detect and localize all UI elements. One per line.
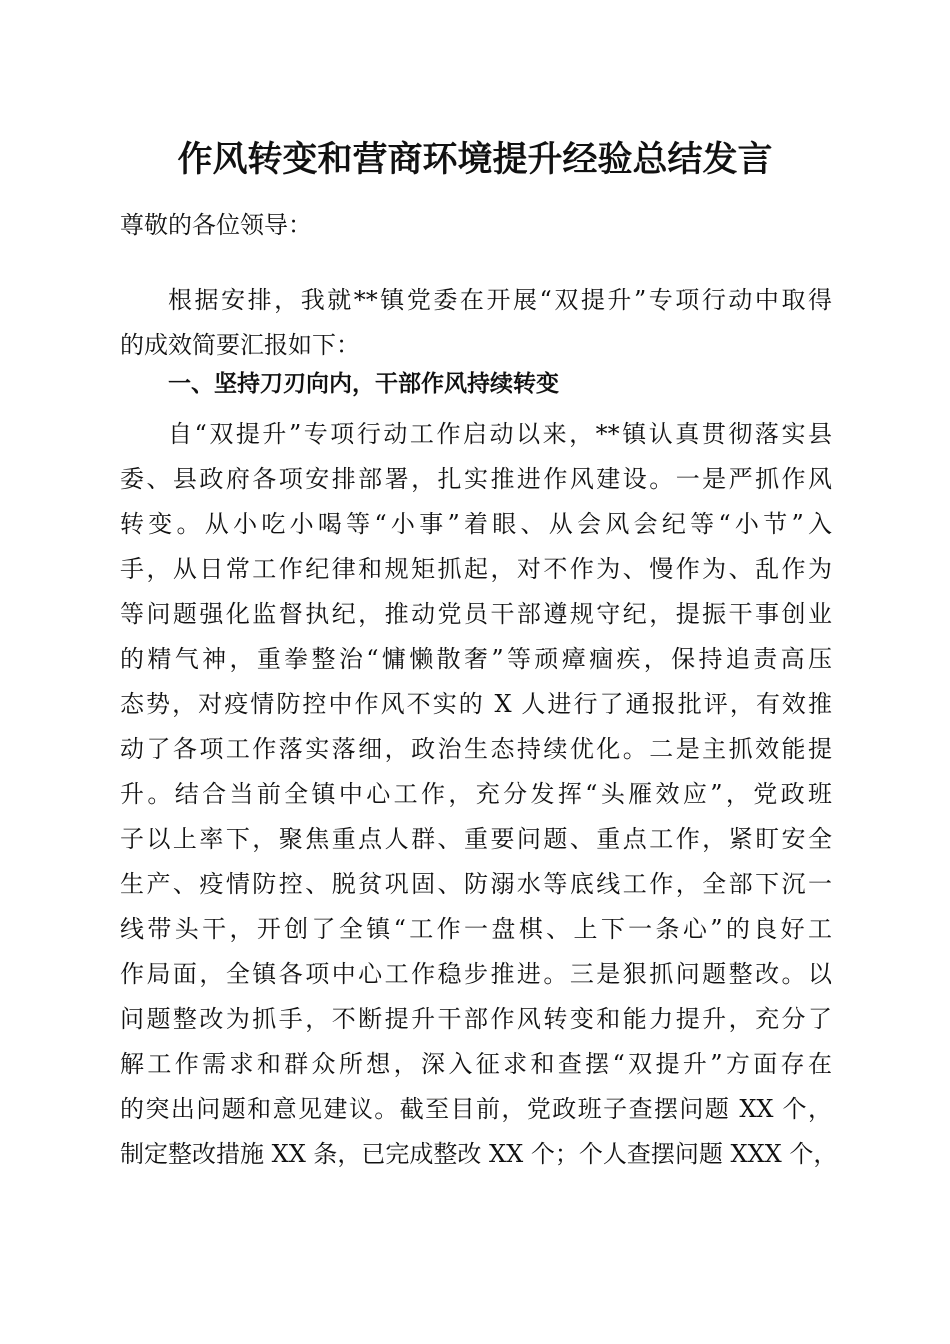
body-line-16: 的突出问题和意见建议。截至目前，党政班子查摆问题 XX 个，: [120, 1095, 832, 1123]
body-line-15: 解工作需求和群众所想，深入征求和查摆“双提升”方面存在: [120, 1050, 832, 1078]
salutation: 尊敬的各位领导：: [120, 211, 312, 239]
intro-line-1: 根据安排，我就**镇党委在开展“双提升”专项行动中取得: [168, 286, 832, 314]
body-line-10: 子以上率下，聚焦重点人群、重要问题、重点工作，紧盯安全: [120, 825, 832, 853]
body-line-1: 自“双提升”专项行动工作启动以来，**镇认真贯彻落实县: [168, 420, 832, 448]
document-title: 作风转变和营商环境提升经验总结发言: [177, 139, 773, 180]
body-line-8: 动了各项工作落实落细，政治生态持续优化。二是主抓效能提: [120, 735, 832, 763]
body-line-3: 转变。从小吃小喝等“小事”着眼、从会风会纪等“小节”入: [120, 510, 832, 538]
body-line-5: 等问题强化监督执纪，推动党员干部遵规守纪，提振干事创业: [120, 600, 832, 628]
body-line-13: 作局面，全镇各项中心工作稳步推进。三是狠抓问题整改。以: [120, 960, 832, 988]
section-heading: 一、坚持刀刃向内，干部作风持续转变: [168, 371, 559, 397]
intro-line-2: 的成效简要汇报如下：: [120, 331, 360, 359]
body-line-2: 委、县政府各项安排部署，扎实推进作风建设。一是严抓作风: [120, 465, 832, 493]
body-line-12: 线带头干，开创了全镇“工作一盘棋、上下一条心”的良好工: [120, 915, 832, 943]
body-line-6: 的精气神，重拳整治“慵懒散奢”等顽瘴痼疾，保持追责高压: [120, 645, 832, 673]
body-line-11: 生产、疫情防控、脱贫巩固、防溺水等底线工作，全部下沉一: [120, 870, 832, 898]
body-line-9: 升。结合当前全镇中心工作，充分发挥“头雁效应”，党政班: [120, 780, 832, 808]
body-line-4: 手，从日常工作纪律和规矩抓起，对不作为、慢作为、乱作为: [120, 555, 832, 583]
body-line-14: 问题整改为抓手，不断提升干部作风转变和能力提升，充分了: [120, 1005, 832, 1033]
body-line-7: 态势，对疫情防控中作风不实的 X 人进行了通报批评，有效推: [120, 690, 832, 718]
body-line-17: 制定整改措施 XX 条，已完成整改 XX 个；个人查摆问题 XXX 个，: [120, 1140, 838, 1168]
